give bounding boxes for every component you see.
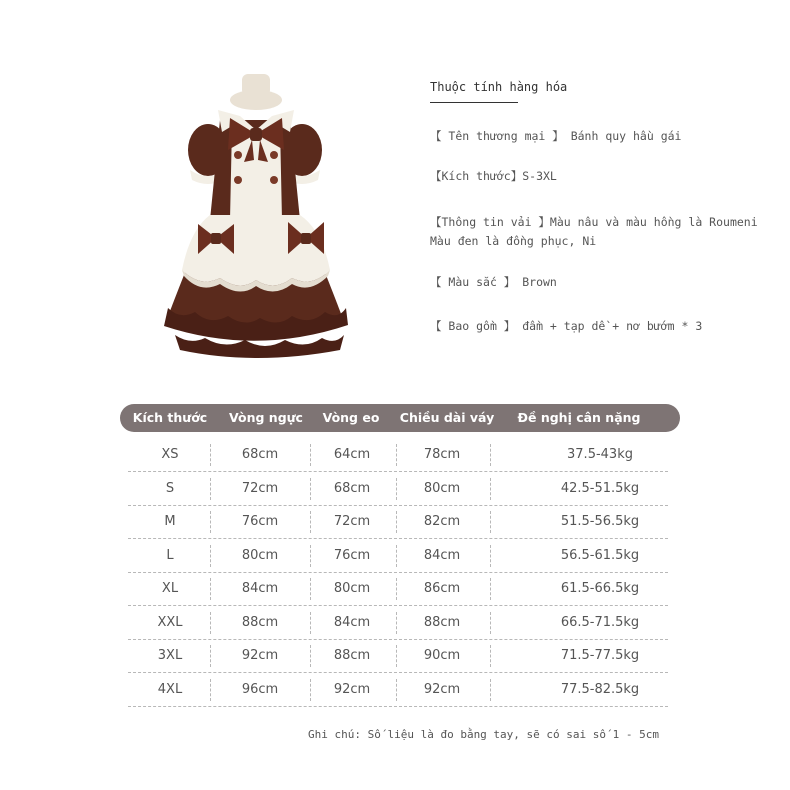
cell-length: 86cm	[423, 581, 461, 596]
title-underline	[430, 102, 518, 103]
cell-size: XXL	[157, 614, 183, 630]
cell-chest: 84cm	[241, 581, 279, 596]
column-divider	[210, 679, 211, 701]
column-divider	[310, 511, 311, 533]
cell-size: XL	[161, 581, 179, 596]
attr-fabric-line2: Màu đen là đồng phục, Ni	[430, 234, 597, 248]
attr-fabric: 【Thông tin vải 】Màu nâu và màu hồng là Roumeni	[430, 215, 758, 229]
column-divider	[310, 679, 311, 701]
cell-waist: 84cm	[333, 614, 371, 630]
row-xl	[128, 572, 668, 606]
attr-includes: 【 Bao gồm 】 đầm + tạp dề + nơ bướm * 3	[430, 319, 703, 333]
header-size: Kích thước	[132, 410, 208, 425]
cell-chest: 96cm	[241, 681, 279, 697]
cell-waist: 72cm	[333, 514, 371, 529]
cell-length: 84cm	[423, 547, 461, 563]
column-divider	[396, 444, 397, 466]
attr-trade-name: 【 Tên thương mại 】 Bánh quy hầu gái	[430, 129, 682, 143]
column-divider	[210, 578, 211, 600]
product-attributes	[430, 80, 770, 333]
column-divider	[210, 478, 211, 500]
cell-size: S	[165, 480, 175, 496]
cell-weight: 42.5-51.5kg	[560, 480, 640, 496]
column-divider	[310, 645, 311, 667]
attributes-title: Thuộc tính hàng hóa	[430, 80, 568, 94]
row-xs	[128, 438, 668, 472]
column-divider	[396, 545, 397, 567]
column-divider	[310, 578, 311, 600]
column-divider	[310, 444, 311, 466]
column-divider	[396, 612, 397, 634]
row-l	[128, 539, 668, 573]
cell-chest: 76cm	[241, 514, 279, 529]
column-divider	[310, 545, 311, 567]
cell-size: 4XL	[157, 681, 183, 697]
row-xxl	[128, 606, 668, 640]
cell-size: 3XL	[157, 648, 183, 663]
cell-waist: 76cm	[333, 547, 371, 563]
row-3xl	[128, 639, 668, 673]
cell-weight: 56.5-61.5kg	[560, 547, 640, 563]
column-divider	[396, 511, 397, 533]
cell-waist: 92cm	[333, 681, 371, 697]
header-weight: Đề nghị cân nặng	[517, 410, 641, 425]
measurement-note: Ghi chú: Số liệu là đo bằng tay, sẽ có sai số 1 - 5cm	[308, 728, 659, 741]
cell-waist: 80cm	[333, 581, 371, 596]
column-divider	[490, 545, 491, 567]
cell-length: 80cm	[423, 480, 461, 496]
column-divider	[490, 478, 491, 500]
column-divider	[490, 511, 491, 533]
column-divider	[490, 645, 491, 667]
cell-weight: 71.5-77.5kg	[560, 648, 640, 663]
column-divider	[490, 679, 491, 701]
cell-weight: 77.5-82.5kg	[560, 681, 640, 697]
cell-waist: 88cm	[333, 648, 371, 663]
row-4xl	[128, 673, 668, 707]
cell-waist: 64cm	[333, 447, 371, 462]
header-chest: Vòng ngực	[229, 410, 303, 425]
table-header	[120, 404, 680, 432]
cell-weight: 37.5-43kg	[567, 447, 633, 462]
column-divider	[210, 612, 211, 634]
cell-chest: 72cm	[241, 480, 279, 496]
attr-color: 【 Màu sắc 】 Brown	[430, 275, 557, 289]
cell-size: XS	[161, 447, 179, 462]
attr-size: 【Kích thước】S-3XL	[430, 169, 557, 183]
cell-weight: 61.5-66.5kg	[560, 581, 640, 596]
row-s	[128, 472, 668, 506]
maid-dress-image	[150, 70, 360, 360]
cell-size: L	[166, 547, 174, 563]
column-divider	[210, 444, 211, 466]
header-length: Chiều dài váy	[399, 410, 495, 425]
column-divider	[396, 578, 397, 600]
column-divider	[210, 545, 211, 567]
cell-length: 82cm	[423, 514, 461, 529]
column-divider	[490, 578, 491, 600]
cell-chest: 68cm	[241, 447, 279, 462]
column-divider	[396, 645, 397, 667]
cell-chest: 92cm	[241, 648, 279, 663]
column-divider	[310, 478, 311, 500]
cell-length: 90cm	[423, 648, 461, 663]
column-divider	[396, 679, 397, 701]
header-waist: Vòng eo	[322, 410, 380, 425]
cell-chest: 88cm	[241, 614, 279, 630]
mannequin-neck	[230, 74, 282, 110]
column-divider	[310, 612, 311, 634]
column-divider	[210, 645, 211, 667]
column-divider	[210, 511, 211, 533]
cell-weight: 51.5-56.5kg	[560, 514, 640, 529]
column-divider	[490, 444, 491, 466]
cell-chest: 80cm	[241, 547, 279, 563]
cell-length: 92cm	[423, 681, 461, 697]
column-divider	[396, 478, 397, 500]
cell-length: 88cm	[423, 614, 461, 630]
cell-waist: 68cm	[333, 480, 371, 496]
row-m	[128, 505, 668, 539]
cell-weight: 66.5-71.5kg	[560, 614, 640, 630]
cell-length: 78cm	[423, 447, 461, 462]
column-divider	[490, 612, 491, 634]
cell-size: M	[164, 514, 176, 529]
